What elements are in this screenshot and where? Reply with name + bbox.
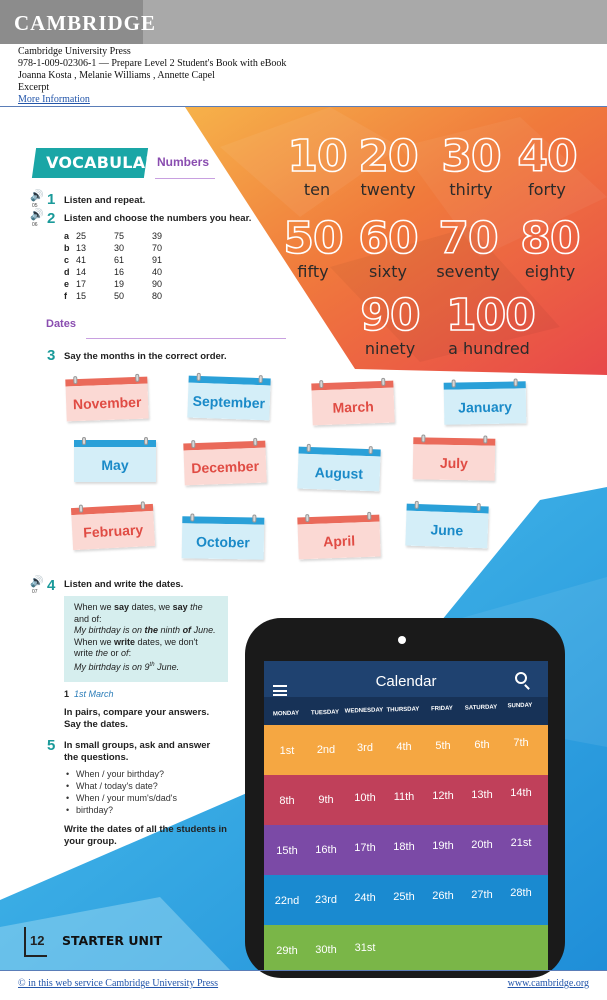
row-letter: b: [64, 243, 70, 253]
calendar-week-row: [264, 775, 548, 825]
number-word: sixty: [369, 262, 407, 281]
month-card[interactable]: [182, 516, 265, 559]
number-word: forty: [528, 180, 566, 199]
exercise-instruction: Listen and choose the numbers you hear.: [64, 213, 252, 224]
dates-title: Dates: [46, 318, 76, 330]
ring-icon: [452, 380, 456, 388]
exercise-instruction: Listen and repeat.: [64, 195, 146, 206]
speaker-icon[interactable]: 🔊: [30, 576, 44, 588]
weekday-label: SATURDAY: [464, 703, 498, 712]
number-word: ten: [303, 180, 331, 199]
number-digits: 80: [520, 213, 580, 264]
question-list: [66, 768, 177, 816]
calendar-day[interactable]: 16th: [315, 843, 337, 856]
month-label: March: [312, 388, 395, 426]
exercise-number: 2: [47, 210, 56, 227]
page-marker: [24, 927, 26, 957]
calendar-day[interactable]: 2nd: [316, 743, 336, 756]
calendar-day[interactable]: 8th: [279, 795, 295, 807]
header-bar: [0, 0, 607, 44]
exercise-number: 4: [47, 577, 56, 594]
ring-icon: [369, 446, 373, 454]
website-link[interactable]: www.cambridge.org: [507, 978, 589, 989]
calendar-day[interactable]: 27th: [471, 888, 493, 901]
number-20: [356, 133, 420, 199]
calendar-day[interactable]: 15th: [276, 845, 298, 857]
calendar-day[interactable]: 1st: [279, 745, 295, 757]
isbn-line: 978-1-009-02306-1 — Prepare Level 2 Student's Book with eBook: [18, 58, 287, 69]
number-80: [518, 215, 582, 281]
exercise-instruction: Say the months in the correct order.: [64, 351, 227, 362]
calendar-day[interactable]: 4th: [396, 741, 412, 754]
number-70: [436, 215, 500, 281]
ring-icon: [477, 503, 481, 511]
list-item-continued: • birthday?: [66, 804, 177, 816]
number-digits: 40: [517, 131, 577, 182]
more-information-link[interactable]: More Information: [18, 94, 90, 105]
month-label: July: [413, 444, 496, 480]
logo-box: [0, 0, 157, 44]
calendar-day[interactable]: 9th: [318, 793, 334, 806]
number-100: [446, 290, 535, 358]
number-digits: 100: [446, 290, 535, 341]
weekday-header: [264, 697, 548, 725]
ring-icon: [135, 374, 139, 382]
weekday-label: THURSDAY: [386, 706, 420, 714]
month-card[interactable]: [71, 504, 155, 550]
month-card[interactable]: [74, 440, 156, 482]
number-10: [285, 133, 349, 199]
track-number: 07: [32, 589, 38, 595]
exercise-number: 1: [47, 191, 56, 208]
exercise-instruction: Listen and write the dates.: [64, 579, 184, 590]
ring-icon: [253, 438, 257, 446]
number-option[interactable]: 50: [114, 291, 125, 301]
ring-icon: [307, 444, 311, 452]
cambridge-logo[interactable]: CAMBRIDGE: [14, 11, 157, 35]
number-option[interactable]: 40: [152, 267, 163, 277]
number-option[interactable]: 17: [76, 279, 87, 289]
calendar-day[interactable]: 5th: [435, 739, 451, 752]
month-card[interactable]: [311, 381, 394, 426]
speaker-icon[interactable]: 🔊: [30, 209, 44, 221]
calendar-day[interactable]: 31st: [354, 942, 376, 955]
month-label: January: [444, 388, 527, 424]
ring-icon: [415, 501, 419, 509]
calendar-week-row: [264, 725, 548, 775]
number-word: a hundred: [448, 339, 530, 358]
ring-icon: [259, 375, 263, 383]
month-label: May: [74, 447, 156, 482]
number-option[interactable]: 91: [152, 255, 163, 265]
calendar-day[interactable]: 26th: [432, 889, 454, 902]
month-label: October: [182, 523, 265, 559]
number-option[interactable]: 19: [114, 279, 125, 289]
calendar-week-row: [264, 925, 548, 971]
number-50: [281, 215, 345, 281]
number-word: thirty: [449, 180, 493, 199]
closing-instruction: Write the dates of all the students in your group.: [64, 824, 227, 847]
number-30: [439, 133, 503, 199]
grammar-info-box: When we say dates, we say the and of: My birthday is on the ninth of June. When we write dates, we don't write the or of: My birthday is on 9th June.: [64, 596, 228, 682]
row-letter: a: [64, 231, 70, 241]
publisher: Cambridge University Press: [18, 46, 131, 57]
number-option[interactable]: 30: [114, 243, 125, 253]
book-meta: [18, 46, 286, 106]
dates-underline: [86, 338, 286, 339]
number-40: [515, 133, 579, 199]
number-option[interactable]: 80: [152, 291, 163, 301]
number-digits: 90: [360, 290, 420, 341]
number-option[interactable]: 90: [152, 279, 163, 289]
calendar-header: [264, 661, 548, 697]
excerpt-label: Excerpt: [18, 82, 50, 93]
weekday-label: WEDNESDAY: [344, 707, 384, 716]
calendar-screen: [264, 661, 548, 971]
month-card[interactable]: [413, 437, 496, 480]
pairs-instruction: In pairs, compare your answers. Say the dates.: [64, 707, 210, 730]
ring-icon: [421, 434, 425, 442]
footer-divider: [0, 970, 607, 971]
number-digits: 30: [441, 131, 501, 182]
row-letter: d: [64, 267, 70, 277]
number-option[interactable]: 70: [152, 243, 163, 253]
number-digits: 70: [438, 213, 498, 264]
calendar-day[interactable]: 29th: [276, 945, 298, 957]
page-number: 12: [30, 933, 45, 948]
row-letter: f: [64, 291, 67, 301]
number-option[interactable]: 25: [76, 231, 87, 241]
calendar-day[interactable]: 21st: [510, 837, 532, 850]
number-option[interactable]: 15: [76, 291, 87, 301]
page-marker-base: [24, 955, 47, 957]
ring-icon: [381, 378, 385, 386]
calendar-day[interactable]: 18th: [393, 841, 415, 854]
weekday-label: FRIDAY: [430, 705, 453, 713]
calendar-day[interactable]: 20th: [471, 838, 493, 851]
ring-icon: [483, 436, 487, 444]
calendar-day[interactable]: 19th: [432, 839, 454, 852]
calendar-day[interactable]: 6th: [474, 738, 490, 751]
number-digits: 60: [358, 213, 418, 264]
number-option[interactable]: 41: [76, 255, 87, 265]
number-digits: 10: [287, 131, 347, 182]
weekday-label: SUNDAY: [507, 702, 533, 710]
example-answer: 1 1st March: [64, 689, 114, 699]
list-item: • When / your birthday?: [66, 768, 177, 780]
ring-icon: [141, 501, 145, 509]
weekday-label: TUESDAY: [310, 709, 340, 717]
calendar-day[interactable]: 3rd: [357, 742, 373, 755]
calendar-day[interactable]: 25th: [393, 891, 415, 904]
month-card[interactable]: [297, 515, 380, 560]
calendar-day[interactable]: 23rd: [314, 893, 338, 906]
calendar-day[interactable]: 24th: [354, 892, 376, 905]
calendar-week-row: [264, 825, 548, 875]
track-number: 06: [32, 222, 38, 228]
ring-icon: [144, 437, 148, 445]
month-label: April: [298, 522, 381, 560]
ring-icon: [79, 505, 83, 513]
ring-icon: [190, 513, 194, 521]
ring-icon: [73, 376, 77, 384]
calendar-day[interactable]: 17th: [354, 842, 376, 855]
calendar-day[interactable]: 11th: [393, 791, 415, 804]
calendar-day[interactable]: 10th: [354, 792, 376, 805]
calendar-day[interactable]: 13th: [471, 788, 493, 801]
number-60: [356, 215, 420, 281]
calendar-day[interactable]: 30th: [315, 943, 337, 956]
month-card[interactable]: [444, 381, 527, 424]
vocabulary-tag: VOCABULARY: [32, 148, 148, 178]
ring-icon: [367, 512, 371, 520]
month-label: August: [297, 454, 380, 492]
number-word: fifty: [297, 262, 329, 281]
calendar-week-row: [264, 875, 548, 925]
number-word: ninety: [364, 339, 416, 358]
speaker-icon[interactable]: 🔊: [30, 190, 44, 202]
authors: Joanna Kosta , Melanie Williams , Annette Capel: [18, 70, 215, 81]
month-card[interactable]: [187, 376, 270, 421]
ring-icon: [197, 373, 201, 381]
number-digits: 20: [358, 131, 418, 182]
number-word: twenty: [360, 180, 416, 199]
month-label: June: [405, 511, 488, 549]
weekday-label: MONDAY: [272, 710, 300, 718]
calendar-day[interactable]: 22nd: [274, 895, 300, 907]
number-word: seventy: [436, 262, 500, 281]
ring-icon: [252, 515, 256, 523]
calendar-day[interactable]: 12th: [432, 789, 454, 802]
number-option[interactable]: 39: [152, 231, 163, 241]
subtitle-underline: [155, 178, 215, 179]
month-card[interactable]: [65, 377, 148, 422]
number-option[interactable]: 75: [114, 231, 125, 241]
calendar-title: Calendar: [375, 673, 437, 690]
number-option[interactable]: 13: [76, 243, 87, 253]
calendar-day[interactable]: 28th: [510, 887, 532, 900]
number-option[interactable]: 61: [114, 255, 125, 265]
exercise-instruction: In small groups, ask and answer the questions.: [64, 740, 211, 763]
month-label: September: [187, 383, 270, 421]
ring-icon: [82, 437, 86, 445]
number-digits: 50: [283, 213, 343, 264]
month-label: December: [184, 448, 267, 486]
ring-icon: [514, 378, 518, 386]
calendar-day[interactable]: 14th: [510, 787, 532, 800]
month-card[interactable]: [183, 441, 266, 486]
search-icon[interactable]: [515, 672, 527, 684]
number-90: [358, 292, 422, 358]
row-letter: e: [64, 279, 70, 289]
ring-icon: [305, 514, 309, 522]
calendar-day[interactable]: 7th: [513, 737, 529, 750]
month-card[interactable]: [405, 504, 488, 549]
list-item: • When / your mum's/dad's: [66, 792, 177, 804]
month-label: November: [66, 384, 149, 422]
number-option[interactable]: 16: [114, 267, 125, 277]
number-word: eighty: [524, 262, 576, 281]
list-item: • What / today's date?: [66, 780, 177, 792]
month-label: February: [71, 511, 155, 550]
camera-dot: [398, 636, 406, 644]
number-option[interactable]: 14: [76, 267, 87, 277]
exercise-number: 3: [47, 347, 56, 364]
numbers-subtitle: Numbers: [157, 155, 210, 169]
track-number: 05: [32, 203, 38, 209]
month-card[interactable]: [297, 447, 380, 492]
copyright-link[interactable]: © in this web service Cambridge University Press: [18, 978, 219, 989]
exercise-number: 5: [47, 737, 56, 754]
ring-icon: [191, 440, 195, 448]
unit-label: STARTER UNIT: [62, 933, 163, 948]
row-letter: c: [64, 255, 70, 265]
ring-icon: [319, 380, 323, 388]
